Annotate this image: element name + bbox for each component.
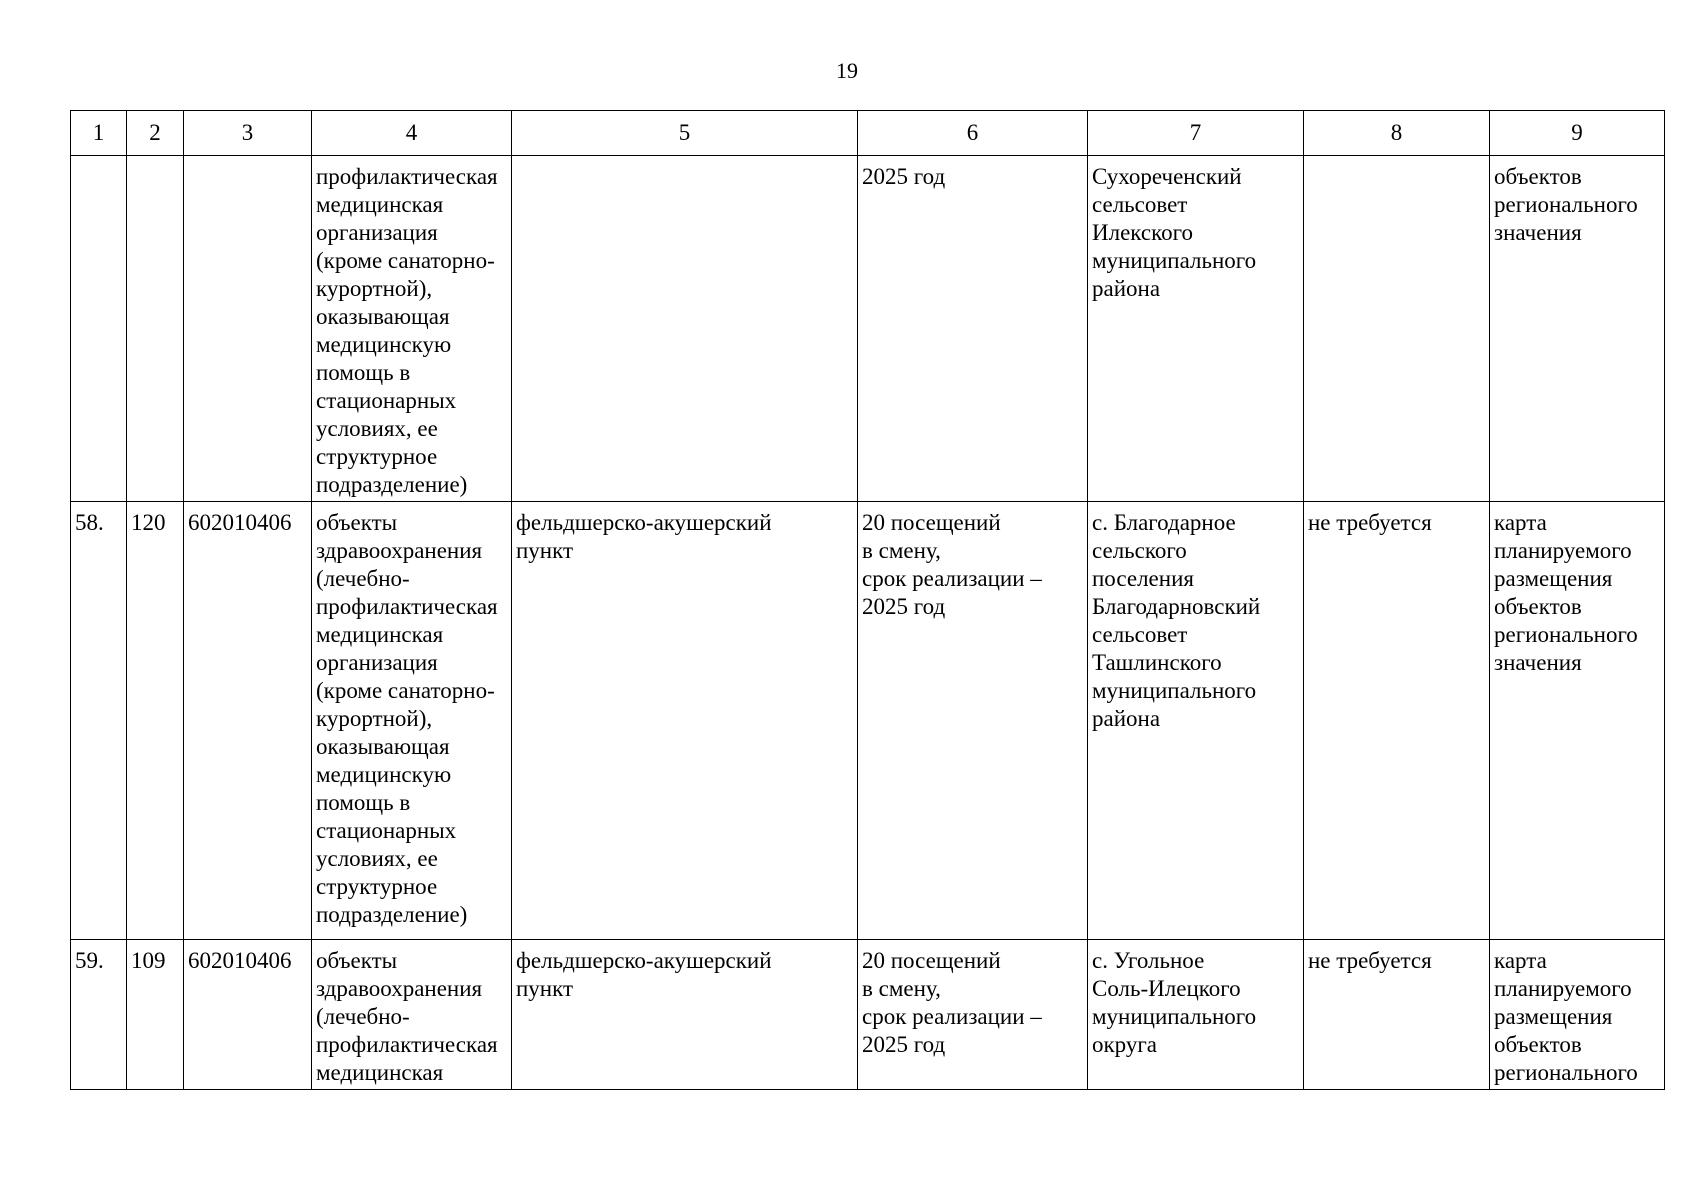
column-header-2: 2 xyxy=(127,111,184,156)
column-header-6: 6 xyxy=(858,111,1088,156)
table-cell xyxy=(1490,940,1665,1090)
table-cell xyxy=(512,156,858,502)
table-cell xyxy=(1304,940,1490,1090)
column-header-7: 7 xyxy=(1088,111,1304,156)
cell-text: профилактическая медицинская организация (кроме санаторно- курортной), оказывающая медицинскую помощь в стационарных условиях, ее структурное подразделение) xyxy=(316,164,498,497)
column-header-1: 1 xyxy=(71,111,127,156)
table-cell xyxy=(1304,156,1490,502)
column-header-5: 5 xyxy=(512,111,858,156)
table-cell xyxy=(1490,156,1665,502)
cell-text: 602010406 xyxy=(188,948,292,973)
table-cell xyxy=(512,940,858,1090)
cell-text: 109 xyxy=(131,948,166,973)
table-cell xyxy=(512,502,858,940)
table-cell xyxy=(184,156,312,502)
table-cell xyxy=(1304,502,1490,940)
table-cell xyxy=(858,156,1088,502)
cell-text: объекты здравоохранения (лечебно- профилактическая медицинская xyxy=(316,948,498,1085)
table-cell xyxy=(71,940,127,1090)
table-cell xyxy=(71,156,127,502)
cell-text: карта планируемого размещения объектов регионального значения xyxy=(1494,510,1638,675)
column-header-8: 8 xyxy=(1304,111,1490,156)
cell-text: карта планируемого размещения объектов регионального xyxy=(1494,948,1638,1085)
table-cell xyxy=(858,940,1088,1090)
table-row-58 xyxy=(71,502,1665,940)
table-cell xyxy=(858,502,1088,940)
cell-text: 2025 год xyxy=(862,164,946,189)
cell-text: не требуется xyxy=(1308,948,1432,973)
cell-text: 602010406 xyxy=(188,510,292,535)
table-cell xyxy=(312,156,512,502)
table-cell xyxy=(1088,156,1304,502)
table-cell xyxy=(184,940,312,1090)
page-number: 19 xyxy=(836,58,858,83)
document-table xyxy=(70,110,1665,1090)
table-cell xyxy=(71,502,127,940)
table-cell xyxy=(1490,502,1665,940)
cell-text: 120 xyxy=(131,510,166,535)
table-cell xyxy=(127,940,184,1090)
header-row xyxy=(71,111,1665,156)
cell-text: 20 посещений в смену, срок реализации – 2025 год xyxy=(862,948,1042,1057)
table-cell xyxy=(1088,940,1304,1090)
table-row-59 xyxy=(71,940,1665,1090)
cell-text: 59. xyxy=(75,948,104,973)
cell-text: не требуется xyxy=(1308,510,1432,535)
table-cell xyxy=(312,502,512,940)
cell-text: Сухореченский сельсовет Илекского муниципального района xyxy=(1092,164,1257,301)
column-header-4: 4 xyxy=(312,111,512,156)
column-header-9: 9 xyxy=(1490,111,1665,156)
table-cell xyxy=(184,502,312,940)
table-row-continuation xyxy=(71,156,1665,502)
cell-text: 58. xyxy=(75,510,104,535)
table-cell xyxy=(127,502,184,940)
cell-text: фельдшерско-акушерский пункт xyxy=(516,948,772,1001)
table-cell xyxy=(312,940,512,1090)
table-cell xyxy=(127,156,184,502)
cell-text: 20 посещений в смену, срок реализации – 2025 год xyxy=(862,510,1042,619)
cell-text: фельдшерско-акушерский пункт xyxy=(516,510,772,563)
cell-text: с. Угольное Соль-Илецкого муниципального округа xyxy=(1092,948,1257,1057)
cell-text: объектов регионального значения xyxy=(1494,164,1638,245)
table-cell xyxy=(1088,502,1304,940)
cell-text: с. Благодарное сельского поселения Благодарновский сельсовет Ташлинского муниципального района xyxy=(1092,510,1261,731)
cell-text: объекты здравоохранения (лечебно- профилактическая медицинская организация (кроме санаторно- курортной), оказывающая медицинскую помощь в стационарных условиях, ее структурное подразделение) xyxy=(316,510,498,927)
column-header-3: 3 xyxy=(184,111,312,156)
